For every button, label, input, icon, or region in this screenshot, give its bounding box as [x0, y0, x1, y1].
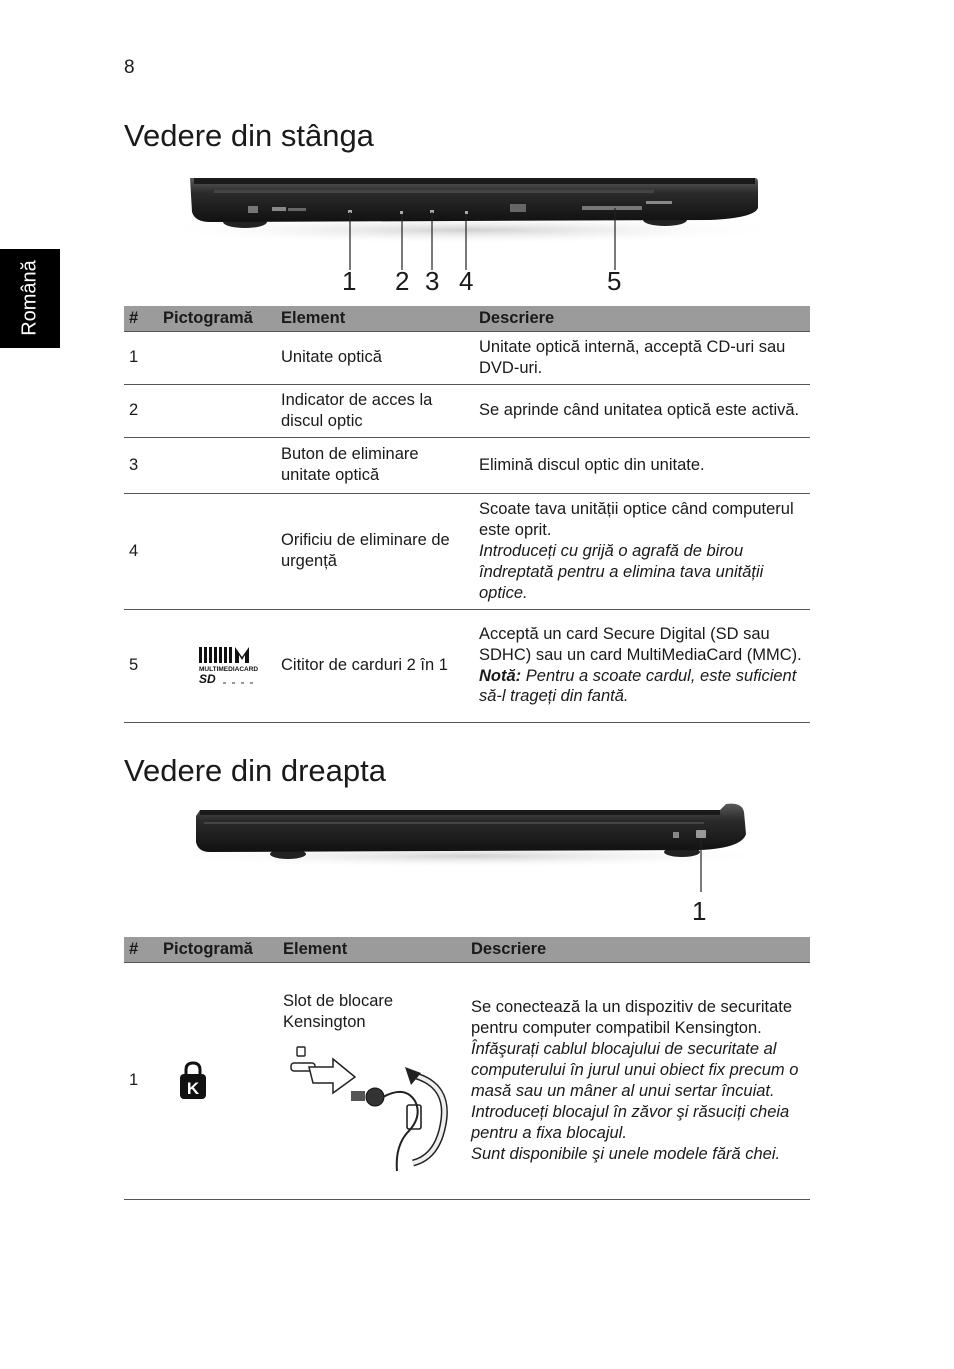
table-row	[124, 437, 810, 493]
description-text: Se conectează la un dispozitiv de securitate pentru computer compatibil Kensington.	[471, 998, 793, 1038]
row-description	[474, 493, 810, 609]
description-italic-text: Sunt disponibile şi unele modele fără chei.	[471, 1144, 781, 1163]
description-italic-text: Introduceți blocajul în zăvor şi răsuciți cheia pentru a fixa blocajul.	[471, 1102, 790, 1142]
table-row	[124, 962, 810, 1199]
row-element: Cititor de carduri 2 în 1	[276, 609, 474, 722]
description-note	[479, 666, 805, 708]
language-tab-label: Română	[18, 260, 41, 336]
row-description	[474, 331, 810, 384]
table-header-row	[124, 306, 810, 331]
row-number: 4	[124, 493, 158, 609]
row-number: 1	[124, 331, 158, 384]
row-element	[278, 962, 466, 1199]
description-text: Unitate optică internă, acceptă CD-uri sau DVD-uri.	[479, 337, 786, 377]
row-icon-cell	[158, 384, 276, 437]
description-text: Elimină discul optic din unitate.	[479, 455, 705, 474]
left-view-title: Vedere din stânga	[124, 118, 374, 153]
row-number: 2	[124, 384, 158, 437]
row-element: Indicator de acces la discul optic	[276, 384, 474, 437]
col-number: #	[124, 937, 158, 962]
right-view-table	[124, 937, 810, 1200]
row-icon-cell	[158, 331, 276, 384]
table-row	[124, 493, 810, 609]
col-description: Descriere	[474, 306, 810, 331]
row-icon-cell	[158, 437, 276, 493]
table-row	[124, 331, 810, 384]
note-text: Pentru a scoate cardul, este suficient să-l trageți din fantă.	[479, 666, 797, 706]
row-number: 3	[124, 437, 158, 493]
element-text: Slot de blocare Kensington	[283, 991, 394, 1031]
col-element: Element	[278, 937, 466, 962]
row-number: 1	[124, 962, 158, 1199]
row-element: Unitate optică	[276, 331, 474, 384]
kensington-lock-icon	[177, 1061, 209, 1101]
description-text: Acceptă un card Secure Digital (SD sau SDHC) sau un card MultiMediaCard (MMC).	[479, 624, 802, 664]
description-text: Se aprinde când unitatea optică este activă.	[479, 401, 800, 420]
kensington-cable-illustration	[283, 1045, 453, 1175]
laptop-right-side-illustration	[160, 800, 780, 900]
row-icon-cell	[158, 609, 276, 722]
row-description	[474, 437, 810, 493]
table-row	[124, 384, 810, 437]
col-icon: Pictogramă	[158, 306, 276, 331]
language-tab	[0, 249, 60, 348]
right-view-title: Vedere din dreapta	[124, 753, 386, 788]
callout-1-right: 1	[692, 896, 707, 926]
note-label: Notă:	[479, 666, 522, 685]
left-view-table	[124, 306, 810, 723]
description-text: Scoate tava unității optice când computerul este oprit.	[479, 499, 794, 539]
description-italic-text: Introduceți cu grijă o agrafă de birou îndreptată pentru a elimina tava unității optice.	[479, 541, 764, 602]
page-number: 8	[124, 57, 135, 78]
row-element: Orificiu de eliminare de urgență	[276, 493, 474, 609]
multimediacard-sd-icon	[199, 645, 265, 687]
mmc-icon-text: MULTIMEDIACARD	[199, 665, 259, 673]
row-element: Buton de eliminare unitate optică	[276, 437, 474, 493]
col-element: Element	[276, 306, 474, 331]
col-description: Descriere	[466, 937, 810, 962]
kensington-icon-letter: K	[186, 1078, 200, 1098]
callout-4: 4	[459, 266, 474, 296]
row-description	[474, 384, 810, 437]
row-icon-cell	[158, 493, 276, 609]
row-description	[466, 962, 810, 1199]
row-description	[474, 609, 810, 722]
callout-5: 5	[607, 266, 622, 296]
callout-1: 1	[342, 266, 357, 296]
row-icon-cell	[158, 962, 278, 1199]
sd-icon-text: SD	[199, 671, 216, 686]
callout-3: 3	[425, 266, 440, 296]
table-header-row	[124, 937, 810, 962]
description-italic-text: Înfăşurați cablul blocajului de securitate al computerului în jurul unui obiect fix precum o masă sau un mâner al unui sertar încuiat.	[471, 1040, 799, 1100]
row-number: 5	[124, 609, 158, 722]
table-row	[124, 609, 810, 722]
col-number: #	[124, 306, 158, 331]
callout-2: 2	[395, 266, 410, 296]
col-icon: Pictogramă	[158, 937, 278, 962]
